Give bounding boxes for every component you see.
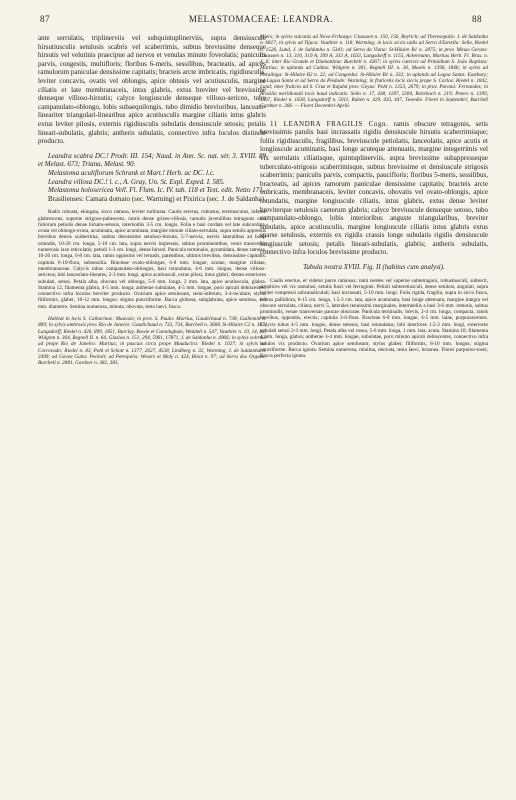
species-description: ramis obscure tetragonis, setis brevissimis patulis basi incrassatis rigidis densiuscule hirsutis scaberrimisque; foliis rigidiusculis, fragilibus, breviuscule petiolatis, lanceolatis, apice acutis et longiuscule acuminatis, basi longe acuteque attenuatis, margine integerrimis vel vix serrulatis ciliatisque, quintuplinerviis, supra brevissime subappresseque tuberculato-strigosis scaberrimisque, subtus brevissime et densiuscule strigosis scaberrimis; paniculis parvis, compactis, paucifloris; floribus 5-meris, sessilibus, bracteatis, ad apices ramorum paniculae densissime capitatis; bracteis arcte imbricatis, membranaceis, leviter concavis, obovatis vel ovato-oblongis, apice rotundatis, margine longiuscule ciliatis, intus glabris, extus dense leviter breviterque setulosis caeterum glabris; calyce breviuscule denseque setoso, tubo campanulato-oblongo, lobis interioribus anguste triangularibus, breviter subulatis, apice acutiusculis, margine longiuscule ciliatis intus glabris extus sparse setulosis, externis ex rigidis crassis longe subulatis rigidis densiuscule longiuscule setosis; petalis lineari-subulatis, glabris; antheris subulatis, connectivo infra loculos brevissime producto.: [260, 119, 488, 257]
page-number-right: 88: [472, 14, 482, 24]
page-number-left: 87: [40, 14, 50, 24]
synonym: Leandra scabra DC.! Prodr. III. 154; Naud. in Ann. Sc. nat. sér. 3. XVIII. 89 et Melast. 673; Triana, Melast. 90.: [38, 151, 266, 169]
running-title: MELASTOMACEAE: LEANDRA.: [188, 14, 334, 24]
species-description: ante serrulatis, triplinerviis vel subquintuplinerviis, supra densiuscule hirsutiusculis setulosis scabris vel scaberrimis, subtus brevissime denseque hirsutis vel velutinis praecipue ad nervos et venulas minute foveolatis; paniculis parvis, congestis, multifloris; floribus 6-meris, sessilibus, bracteatis, ad apices ramulorum paniculae densissime capitatis; bracteis arcte imbricatis, rigidiusculis, leviter concavis, ovatis vel oblongis, apice obtusis vel acutiusculis, margine ciliatis et late membranaceis, intus glabris, extus breviter vel brevissime denseque villoso-hirsutis; calyce longiuscule denseque villoso-sericeo, tubo campanulato-oblongo, lobis subaequilongis, tubo dimidio brevioribus, lanceato-lineariter triangulari-linearibus apice acutiusculis margine ciliatis intus glabris extus leviter pilosis, externis rigidiusculis subulatis densiuscule setosis; petalis lineari-subulatis, glabris; antheris subulatis, connectivo infra loculos distincte producto.: [38, 34, 266, 146]
habitat-paragraph: Habitat in locis S. Catharinae: Mauvais; in prov. S. Paulo: Martius, Gaudichaud n. 738, Guillemin n. 869; in sylvis umbrosis prov. Rio de Janeiro: Gaudichaud n. 733, 734, Burchell n. 3668, St-Hilaire C2 n. 107, Langsdorff, Riedel n. 426, 899, 1851, Barclay, Bowie et Cunningham, Weddell n. 547, Vauthier n. 10, 14, 64, Widgren n. 364, Regnell II. n. 64, Glaziou n. 151, 294, 5961, 17871, J. de Saldanha n. 4966; in sylvis volrmia ad prope Rio de Janeiro: Martius; in pascuis circa prope Mauducira: Riedel n. 1027; in sylvis ad Corcovado: Riedel n. 83, Pohl et Schott n. 1377, 2627, 4538, Lindberg n. 32, Warming, J. de Saldanha n. 3499; ad Gavea Gaba: Peckolt; ad Petropolis: Weserz et Moly n. 424, Binot n. 97; ad Serra dos Orgaos: Burchell n. 2881, Gardner n. 382, 383,: [38, 316, 266, 367]
running-header: [40, 14, 482, 28]
species-heading: [260, 120, 488, 258]
species-name: 11 LEANDRA FRAGILIS Cogn.: [270, 119, 389, 128]
synonym: Melastoma aculiflorum Schrank et Mart.! Herb. ac DC. l.c.: [48, 168, 215, 177]
detailed-description: Caulis erectus, et videtur parce ramosus; rami teretes vel superne subtetragoni, robustiusculi, subrecti, simplices vel vix ramulosi, setulis fusci vel ferruginei. Petioli subteretiusculi, dense setulosi, angulati, supra leviter compressi subcanaliculati, basi incrassati, 5-10 mm. longi. Folia rigida, fragilia, supra in sicco fusca, subtus pallidiora, 8-15 cm. longa, 1.5-3 cm. lata, apice acuminata, basi longe attenuata, margine integra vel obscure serrulata, ciliata; nervi 5, laterales tenuissimi marginales, intermediis a basi 3-6 mm. remotis, subtus prominulis, venae transversae paucae obscurae. Panicula terminalis, brevis, 2-4 cm. longa, compacta, ramis brevibus, oppositis, erectis; capitula 3-6-flora. Bracteae 6-8 mm. longae, 4-5 mm. latae, purpurascentes. Calycis tubus 4-5 mm. longus, dense setosus, basi rotundatus; lobi interiores 1.5-2 mm. longi, exteriores subulati setosi 2-3 mm. longi. Petala alba vel rosea, 5-6 mm. longa, 1 mm. lata, acuta. Stamina 10; filamenta 4 mm. longa, glabra; antherae 3-4 mm. longae, subulatae, poro minuto apicali dehiscentes, connectivo infra loculos vix producto. Ovarium apice setulosum; stylus glaber, filiformis, 8-10 mm. longus; stigma punctiforme. Bacca ignota. Semina numerosa, minima, obovata, testa laevi, brunnea. Flores purpureo-rosei; Bacca perfecta ignota.: [260, 277, 488, 360]
synonym: Leandra villosa DC.! l. c., A. Gray, Un. St. Expl. Exped. I. 585.: [48, 177, 225, 186]
detailed-description: Radix robusta, elongata, sicco ramosa, leviter turbinata. Caulis erectus, robustus, teretiusculus, inferne glabrescens, superne strigoso-pubescens, ramis dense griseo-villosis, ramulis juvenilibus tetragonis cum foliorum petiolis dense hirsuto-setosis, internodiis 3-5 cm. longis. Folia e basi cordata vel late subcordata, ovata vel oblongo-ovata, acuminata, apice acuminata, margine minute ciliato-serrulata, supra setulis appressis brevibus densis scaberrima, subtus densissime setuloso-hirsuta, 5-7-nervia, nervis lateralibus ad basin oriundis, 10-20 cm. longa, 5-10 cm. lata, supra nervis impressis, subtus prominentibus, venis transversis numerosis laxe reticulatis; petioli 1-3 cm. longi, dense hirsuti. Panicula terminalis, pyramidata, dense ramosa, 10-20 cm. longa, 6-8 cm. lata, ramis oppositis vel ternatis, patentibus, ultimis brevibus, densissime capitatis; capitula 6-10-flora, subsessilia. Bracteae ovato-oblongae, 6-8 mm. longae, acutae, margine ciliatae, membranaceae. Calycis tubus campanulato-oblongus, basi rotundatus, 4-6 mm. longus, dense villoso-sericeus; lobi lanceolato-lineares, 2-3 mm. longi, apice acutiusculi, extus pilosi, intus glabri; dentes exteriores subulati, setosi. Petala alba, obovata vel oblonga, 5-6 mm. longa, 2 mm. lata, apice acutiuscula, glabra. Stamina 12, filamenta glabra, 4-5 mm. longa; antherae subulatae, 4-5 mm. longae, poro apicali dehiscentes, connectivo infra loculos breviter producto. Ovarium apice setulosum, semi-inferum, 3-4-loculare; stylus filiformis, glaber, 10-12 mm. longus; stigma punctiforme. Bacca globosa, subglabrata, apice setulosa, 4-6 mm. diametro. Semina numerosa, minuta, obovata, testa laevi, fusca.: [38, 209, 266, 310]
left-column: [38, 34, 266, 366]
synonym: Melastoma holosericea Vell. Fl. Flum. Ic. IV. tab. 118 et Text. edit. Netto 171.: [48, 186, 265, 195]
habitat-continuation: Miers; in sylvis vulcanis ad Novo-Friburgo: Claussen n. 150, 156, Beyrich; ad Theresopolis: J. de Saldanha n. 6817; in sylvis ad Tijuca: Vauthier n. 118, Warming; in locis siccis uidis ad Serra d'Estrella: Sello, Riedel n. 1526, Lund, J. de Saldanha n. 5341; ad Serra da Viana: St-Hilaire B1 n. 2875; in prov. Minas Geraes: Claussen n. 13, 310, 319 A, 399 A, 333 A, 1633, Langsdorff n. 1155, Ackermann, Martius Herb. Fl. Bras. n. 4, 6; inter Rio Grande et Diamantina: Burchell n. 4267; in sylvis catervis ad Primidium S. João Baptista: Martius; in uplands ad Caldas: Widgren n. 361, Regnell III. n. 36, Mosén n. 1396, 1846; in sylvis ad Paraibiga: St-Hilaire B2 n. 22; ad Congonha: St-Hilaire B1 n. 332; in uplands ad Lagoa Santa: Eastbury; ad Lagoa Santa et ad Serra do Piedade: Warming; in fruticetis locis siccis prope S. Carlos: Riedel n. 1842, Lund; inter frutices ad S. Cruz et Itajubá prov. Goyaz: Pohl n. 1253, 2679; in prov. Paraná: Fernandes; in Brasilia meridionali locis haud indicatis: Sello n. 17, 438, 1187, 2284, Rohrbach n. 219; Peters n. 1399, 1337, Riedel n. 1828, Langsdorff n. 5011, Ruben n. 429, 433, 447, Tweedie. Floret in Septembri; Burchell Gardner n. 366. — Floret Decembri-Aprili.: [260, 34, 488, 110]
vernacular-names: Brasilienses: Camara domato (sec. Warming) et Pixirica (sec. J. de Saldanha).: [48, 194, 266, 203]
plate-reference: Tabula nostra XVIII. Fig. II (habitus cum analysi).: [303, 263, 445, 272]
right-column: [260, 34, 488, 360]
